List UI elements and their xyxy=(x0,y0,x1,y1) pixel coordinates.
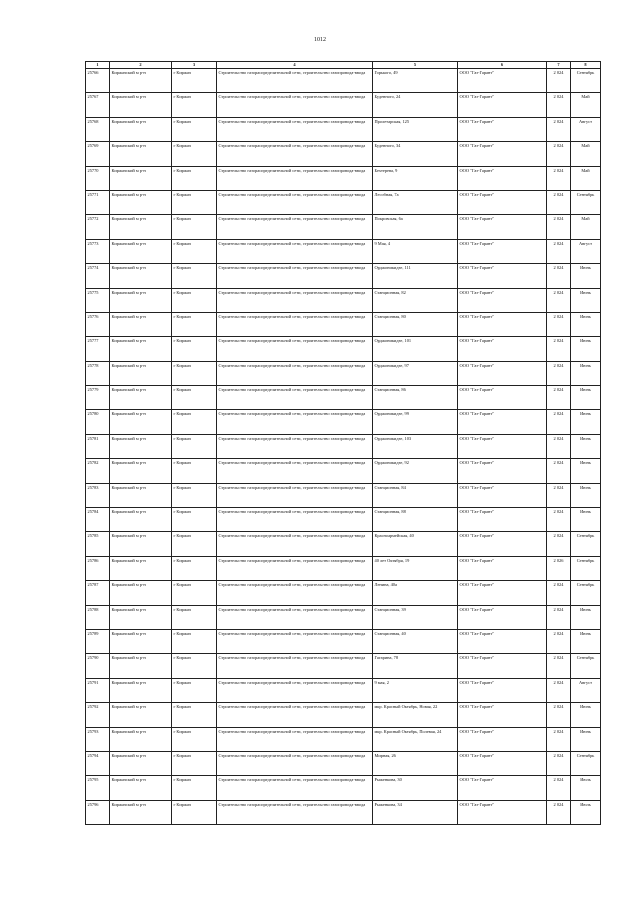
cell-work: Строительство газораспределительной сети, строительство газопровода-ввода xyxy=(217,166,373,190)
table-row xyxy=(86,117,601,141)
cell-address: Станционная, 40 xyxy=(373,629,458,653)
column-header-7: 7 xyxy=(547,62,571,69)
cell-town: г Киржач xyxy=(172,776,217,800)
cell-num: 25770 xyxy=(86,166,110,190)
cell-num: 25773 xyxy=(86,239,110,263)
cell-work: Строительство газораспределительной сети, строительство газопровода-ввода xyxy=(217,337,373,361)
cell-num: 25781 xyxy=(86,434,110,458)
cell-district: Киржачский м р-н xyxy=(110,556,172,580)
cell-district: Киржачский м р-н xyxy=(110,93,172,117)
cell-contractor: ООО "Газ-Гарант" xyxy=(458,166,547,190)
cell-num: 25788 xyxy=(86,605,110,629)
cell-work: Строительство газораспределительной сети, строительство газопровода-ввода xyxy=(217,288,373,312)
cell-work: Строительство газораспределительной сети, строительство газопровода-ввода xyxy=(217,581,373,605)
cell-year: 2 024 xyxy=(547,117,571,141)
cell-month: Июнь xyxy=(571,410,601,434)
cell-month: Сентябрь xyxy=(571,581,601,605)
cell-year: 2 024 xyxy=(547,69,571,93)
cell-num: 25789 xyxy=(86,629,110,653)
cell-town: г Киржач xyxy=(172,751,217,775)
cell-year: 2 024 xyxy=(547,532,571,556)
cell-num: 25787 xyxy=(86,581,110,605)
table-row xyxy=(86,727,601,751)
cell-num: 25775 xyxy=(86,288,110,312)
cell-month: Июнь xyxy=(571,629,601,653)
cell-contractor: ООО "Газ-Гарант" xyxy=(458,434,547,458)
cell-address: Гагарина, 78 xyxy=(373,654,458,678)
cell-address: Красноармейская, 40 xyxy=(373,532,458,556)
cell-year: 2 024 xyxy=(547,361,571,385)
column-header-6: 6 xyxy=(458,62,547,69)
cell-year: 2 024 xyxy=(547,751,571,775)
cell-address: Буденного, 24 xyxy=(373,93,458,117)
cell-month: Июнь xyxy=(571,434,601,458)
cell-num: 25779 xyxy=(86,386,110,410)
cell-num: 25774 xyxy=(86,264,110,288)
cell-town: г Киржач xyxy=(172,190,217,214)
table-row xyxy=(86,459,601,483)
cell-address: Буденного, 34 xyxy=(373,142,458,166)
cell-month: Сентябрь xyxy=(571,532,601,556)
cell-work: Строительство газораспределительной сети, строительство газопровода-ввода xyxy=(217,312,373,336)
cell-contractor: ООО "Газ-Гарант" xyxy=(458,190,547,214)
cell-address: Станционная, 84 xyxy=(373,483,458,507)
cell-year: 2 024 xyxy=(547,93,571,117)
cell-district: Киржачский м р-н xyxy=(110,410,172,434)
cell-work: Строительство газораспределительной сети, строительство газопровода-ввода xyxy=(217,776,373,800)
cell-work: Строительство газораспределительной сети, строительство газопровода-ввода xyxy=(217,678,373,702)
cell-district: Киржачский м р-н xyxy=(110,727,172,751)
cell-month: Август xyxy=(571,239,601,263)
cell-work: Строительство газораспределительной сети, строительство газопровода-ввода xyxy=(217,483,373,507)
cell-address: Орджоникидзе, 103 xyxy=(373,434,458,458)
cell-month: Август xyxy=(571,117,601,141)
cell-year: 2 024 xyxy=(547,654,571,678)
cell-year: 2 024 xyxy=(547,239,571,263)
cell-address: Станционная, 39 xyxy=(373,605,458,629)
cell-contractor: ООО "Газ-Гарант" xyxy=(458,508,547,532)
cell-town: г Киржач xyxy=(172,93,217,117)
cell-district: Киржачский м р-н xyxy=(110,776,172,800)
cell-num: 25796 xyxy=(86,800,110,824)
cell-work: Строительство газораспределительной сети, строительство газопровода-ввода xyxy=(217,751,373,775)
cell-month: Июнь xyxy=(571,264,601,288)
cell-month: Июнь xyxy=(571,337,601,361)
cell-month: Июнь xyxy=(571,312,601,336)
cell-town: г Киржач xyxy=(172,337,217,361)
cell-district: Киржачский м р-н xyxy=(110,361,172,385)
cell-town: г Киржач xyxy=(172,361,217,385)
table-row xyxy=(86,142,601,166)
cell-year: 2 024 xyxy=(547,605,571,629)
cell-town: г Киржач xyxy=(172,117,217,141)
cell-work: Строительство газораспределительной сети, строительство газопровода-ввода xyxy=(217,361,373,385)
cell-work: Строительство газораспределительной сети, строительство газопровода-ввода xyxy=(217,142,373,166)
cell-num: 25792 xyxy=(86,703,110,727)
cell-district: Киржачский м р-н xyxy=(110,508,172,532)
cell-year: 2 024 xyxy=(547,703,571,727)
cell-contractor: ООО "Газ-Гарант" xyxy=(458,386,547,410)
cell-district: Киржачский м р-н xyxy=(110,654,172,678)
cell-num: 25794 xyxy=(86,751,110,775)
cell-contractor: ООО "Газ-Гарант" xyxy=(458,264,547,288)
cell-town: г Киржач xyxy=(172,678,217,702)
cell-contractor: ООО "Газ-Гарант" xyxy=(458,337,547,361)
cell-contractor: ООО "Газ-Гарант" xyxy=(458,459,547,483)
cell-num: 25767 xyxy=(86,93,110,117)
cell-address: Бехтерева, 9 xyxy=(373,166,458,190)
table-row xyxy=(86,288,601,312)
cell-work: Строительство газораспределительной сети, строительство газопровода-ввода xyxy=(217,190,373,214)
cell-month: Июнь xyxy=(571,508,601,532)
table-row xyxy=(86,386,601,410)
cell-address: 9 Мая, 4 xyxy=(373,239,458,263)
table-row xyxy=(86,190,601,214)
cell-address: Горького, 49 xyxy=(373,69,458,93)
cell-num: 25786 xyxy=(86,556,110,580)
header-row xyxy=(86,62,601,69)
cell-month: Сентябрь xyxy=(571,190,601,214)
cell-address: 9 мая, 2 xyxy=(373,678,458,702)
cell-address: мкр. Красный Октябрь, Полевая, 24 xyxy=(373,727,458,751)
cell-work: Строительство газораспределительной сети, строительство газопровода-ввода xyxy=(217,605,373,629)
cell-district: Киржачский м р-н xyxy=(110,142,172,166)
cell-district: Киржачский м р-н xyxy=(110,800,172,824)
cell-town: г Киржач xyxy=(172,459,217,483)
table-row xyxy=(86,751,601,775)
cell-work: Строительство газораспределительной сети, строительство газопровода-ввода xyxy=(217,93,373,117)
cell-town: г Киржач xyxy=(172,556,217,580)
cell-district: Киржачский м р-н xyxy=(110,483,172,507)
cell-district: Киржачский м р-н xyxy=(110,312,172,336)
cell-town: г Киржач xyxy=(172,727,217,751)
cell-year: 2 024 xyxy=(547,288,571,312)
cell-year: 2 024 xyxy=(547,581,571,605)
table-row xyxy=(86,434,601,458)
cell-contractor: ООО "Газ-Гарант" xyxy=(458,800,547,824)
cell-district: Киржачский м р-н xyxy=(110,605,172,629)
table-row xyxy=(86,410,601,434)
cell-month: Июнь xyxy=(571,361,601,385)
table-row xyxy=(86,581,601,605)
cell-work: Строительство газораспределительной сети, строительство газопровода-ввода xyxy=(217,69,373,93)
cell-district: Киржачский м р-н xyxy=(110,288,172,312)
cell-town: г Киржач xyxy=(172,142,217,166)
cell-district: Киржачский м р-н xyxy=(110,751,172,775)
table-row xyxy=(86,483,601,507)
cell-month: Сентябрь xyxy=(571,69,601,93)
cell-work: Строительство газораспределительной сети, строительство газопровода-ввода xyxy=(217,264,373,288)
cell-contractor: ООО "Газ-Гарант" xyxy=(458,361,547,385)
cell-num: 25790 xyxy=(86,654,110,678)
cell-contractor: ООО "Газ-Гарант" xyxy=(458,776,547,800)
cell-contractor: ООО "Газ-Гарант" xyxy=(458,678,547,702)
cell-town: г Киржач xyxy=(172,605,217,629)
cell-year: 2 024 xyxy=(547,337,571,361)
cell-contractor: ООО "Газ-Гарант" xyxy=(458,703,547,727)
cell-district: Киржачский м р-н xyxy=(110,434,172,458)
cell-month: Июнь xyxy=(571,386,601,410)
cell-contractor: ООО "Газ-Гарант" xyxy=(458,556,547,580)
cell-town: г Киржач xyxy=(172,215,217,239)
cell-address: Рыженкова, 30 xyxy=(373,776,458,800)
cell-district: Киржачский м р-н xyxy=(110,190,172,214)
cell-district: Киржачский м р-н xyxy=(110,459,172,483)
cell-month: Май xyxy=(571,166,601,190)
cell-address: Орджоникидзе, 101 xyxy=(373,337,458,361)
column-header-1: 1 xyxy=(86,62,110,69)
cell-num: 25778 xyxy=(86,361,110,385)
cell-work: Строительство газораспределительной сети, строительство газопровода-ввода xyxy=(217,508,373,532)
table-row xyxy=(86,629,601,653)
cell-contractor: ООО "Газ-Гарант" xyxy=(458,142,547,166)
cell-town: г Киржач xyxy=(172,264,217,288)
cell-town: г Киржач xyxy=(172,532,217,556)
cell-year: 2 024 xyxy=(547,190,571,214)
cell-work: Строительство газораспределительной сети, строительство газопровода-ввода xyxy=(217,654,373,678)
cell-contractor: ООО "Газ-Гарант" xyxy=(458,629,547,653)
table-row xyxy=(86,508,601,532)
cell-address: Станционная, 82 xyxy=(373,288,458,312)
cell-work: Строительство газораспределительной сети, строительство газопровода-ввода xyxy=(217,215,373,239)
cell-year: 2 026 xyxy=(547,556,571,580)
cell-district: Киржачский м р-н xyxy=(110,69,172,93)
cell-contractor: ООО "Газ-Гарант" xyxy=(458,117,547,141)
table-row xyxy=(86,166,601,190)
column-header-8: 8 xyxy=(571,62,601,69)
cell-town: г Киржач xyxy=(172,800,217,824)
cell-address: Орджоникидзе, 92 xyxy=(373,459,458,483)
cell-district: Киржачский м р-н xyxy=(110,629,172,653)
cell-town: г Киржач xyxy=(172,654,217,678)
cell-address: Орджоникидзе, 111 xyxy=(373,264,458,288)
cell-contractor: ООО "Газ-Гарант" xyxy=(458,288,547,312)
cell-contractor: ООО "Газ-Гарант" xyxy=(458,410,547,434)
cell-work: Строительство газораспределительной сети, строительство газопровода-ввода xyxy=(217,556,373,580)
cell-town: г Киржач xyxy=(172,483,217,507)
table-row xyxy=(86,532,601,556)
cell-work: Строительство газораспределительной сети, строительство газопровода-ввода xyxy=(217,434,373,458)
cell-contractor: ООО "Газ-Гарант" xyxy=(458,581,547,605)
cell-month: Июнь xyxy=(571,605,601,629)
table-row xyxy=(86,800,601,824)
cell-num: 25784 xyxy=(86,508,110,532)
table-row xyxy=(86,605,601,629)
cell-year: 2 024 xyxy=(547,776,571,800)
cell-month: Сентябрь xyxy=(571,751,601,775)
cell-address: Станционная, 88 xyxy=(373,508,458,532)
cell-work: Строительство газораспределительной сети, строительство газопровода-ввода xyxy=(217,117,373,141)
cell-month: Июнь xyxy=(571,483,601,507)
cell-district: Киржачский м р-н xyxy=(110,264,172,288)
cell-town: г Киржач xyxy=(172,386,217,410)
cell-work: Строительство газораспределительной сети, строительство газопровода-ввода xyxy=(217,629,373,653)
cell-town: г Киржач xyxy=(172,312,217,336)
cell-address: 40 лет Октября, 19 xyxy=(373,556,458,580)
cell-num: 25766 xyxy=(86,69,110,93)
cell-contractor: ООО "Газ-Гарант" xyxy=(458,727,547,751)
cell-month: Май xyxy=(571,142,601,166)
cell-district: Киржачский м р-н xyxy=(110,532,172,556)
cell-contractor: ООО "Газ-Гарант" xyxy=(458,69,547,93)
cell-address: Покровская, 6а xyxy=(373,215,458,239)
cell-year: 2 024 xyxy=(547,410,571,434)
cell-contractor: ООО "Газ-Гарант" xyxy=(458,239,547,263)
cell-contractor: ООО "Газ-Гарант" xyxy=(458,654,547,678)
column-header-3: 3 xyxy=(172,62,217,69)
cell-town: г Киржач xyxy=(172,288,217,312)
table-row xyxy=(86,361,601,385)
cell-contractor: ООО "Газ-Гарант" xyxy=(458,93,547,117)
cell-work: Строительство газораспределительной сети, строительство газопровода-ввода xyxy=(217,727,373,751)
cell-num: 25791 xyxy=(86,678,110,702)
cell-town: г Киржач xyxy=(172,410,217,434)
table-header xyxy=(86,62,601,69)
cell-address: Орджоникидзе, 99 xyxy=(373,410,458,434)
cell-address: мкр. Красный Октябрь, Новая, 22 xyxy=(373,703,458,727)
cell-num: 25772 xyxy=(86,215,110,239)
table-row xyxy=(86,264,601,288)
cell-address: Лесобная, 7а xyxy=(373,190,458,214)
cell-contractor: ООО "Газ-Гарант" xyxy=(458,751,547,775)
cell-year: 2 024 xyxy=(547,483,571,507)
cell-town: г Киржач xyxy=(172,581,217,605)
cell-num: 25783 xyxy=(86,483,110,507)
cell-contractor: ООО "Газ-Гарант" xyxy=(458,215,547,239)
cell-town: г Киржач xyxy=(172,703,217,727)
column-header-2: 2 xyxy=(110,62,172,69)
cell-contractor: ООО "Газ-Гарант" xyxy=(458,312,547,336)
cell-address: Ленина, 40а xyxy=(373,581,458,605)
table-body xyxy=(86,69,601,825)
page-number: 1012 xyxy=(314,37,326,43)
cell-town: г Киржач xyxy=(172,629,217,653)
cell-year: 2 024 xyxy=(547,166,571,190)
cell-num: 25785 xyxy=(86,532,110,556)
table-row xyxy=(86,69,601,93)
table-row xyxy=(86,93,601,117)
cell-contractor: ООО "Газ-Гарант" xyxy=(458,532,547,556)
cell-work: Строительство газораспределительной сети, строительство газопровода-ввода xyxy=(217,703,373,727)
cell-month: Июль xyxy=(571,776,601,800)
cell-year: 2 024 xyxy=(547,312,571,336)
cell-work: Строительство газораспределительной сети, строительство газопровода-ввода xyxy=(217,410,373,434)
cell-num: 25782 xyxy=(86,459,110,483)
cell-work: Строительство газораспределительной сети, строительство газопровода-ввода xyxy=(217,459,373,483)
cell-num: 25768 xyxy=(86,117,110,141)
cell-year: 2 024 xyxy=(547,629,571,653)
cell-year: 2 024 xyxy=(547,264,571,288)
cell-month: Сентябрь xyxy=(571,654,601,678)
cell-district: Киржачский м р-н xyxy=(110,337,172,361)
cell-town: г Киржач xyxy=(172,508,217,532)
cell-town: г Киржач xyxy=(172,69,217,93)
cell-work: Строительство газораспределительной сети, строительство газопровода-ввода xyxy=(217,532,373,556)
cell-address: Станционная, 80 xyxy=(373,312,458,336)
cell-num: 25776 xyxy=(86,312,110,336)
cell-district: Киржачский м р-н xyxy=(110,239,172,263)
cell-year: 2 024 xyxy=(547,434,571,458)
cell-town: г Киржач xyxy=(172,166,217,190)
cell-address: Мирная, 26 xyxy=(373,751,458,775)
cell-town: г Киржач xyxy=(172,239,217,263)
cell-year: 2 024 xyxy=(547,727,571,751)
table-row xyxy=(86,776,601,800)
cell-month: Август xyxy=(571,678,601,702)
cell-work: Строительство газораспределительной сети, строительство газопровода-ввода xyxy=(217,386,373,410)
table-row xyxy=(86,312,601,336)
cell-year: 2 024 xyxy=(547,508,571,532)
cell-num: 25771 xyxy=(86,190,110,214)
cell-month: Май xyxy=(571,215,601,239)
cell-year: 2 024 xyxy=(547,459,571,483)
cell-contractor: ООО "Газ-Гарант" xyxy=(458,483,547,507)
cell-address: Орджоникидзе, 97 xyxy=(373,361,458,385)
data-table xyxy=(85,61,601,825)
cell-address: Станционная, 86 xyxy=(373,386,458,410)
table-row xyxy=(86,703,601,727)
cell-work: Строительство газораспределительной сети, строительство газопровода-ввода xyxy=(217,239,373,263)
cell-district: Киржачский м р-н xyxy=(110,386,172,410)
table-row xyxy=(86,239,601,263)
column-header-5: 5 xyxy=(373,62,458,69)
cell-work: Строительство газораспределительной сети, строительство газопровода-ввода xyxy=(217,800,373,824)
cell-address: Рыженкова, 34 xyxy=(373,800,458,824)
cell-month: Июнь xyxy=(571,727,601,751)
cell-year: 2 024 xyxy=(547,800,571,824)
cell-month: Май xyxy=(571,93,601,117)
table-row xyxy=(86,337,601,361)
cell-month: Июнь xyxy=(571,288,601,312)
cell-year: 2 024 xyxy=(547,215,571,239)
cell-district: Киржачский м р-н xyxy=(110,581,172,605)
cell-town: г Киржач xyxy=(172,434,217,458)
cell-district: Киржачский м р-н xyxy=(110,166,172,190)
cell-num: 25780 xyxy=(86,410,110,434)
cell-district: Киржачский м р-н xyxy=(110,678,172,702)
cell-num: 25793 xyxy=(86,727,110,751)
table-row xyxy=(86,678,601,702)
cell-contractor: ООО "Газ-Гарант" xyxy=(458,605,547,629)
cell-district: Киржачский м р-н xyxy=(110,117,172,141)
cell-year: 2 024 xyxy=(547,678,571,702)
cell-district: Киржачский м р-н xyxy=(110,215,172,239)
cell-district: Киржачский м р-н xyxy=(110,703,172,727)
column-header-4: 4 xyxy=(217,62,373,69)
table-row xyxy=(86,556,601,580)
cell-num: 25795 xyxy=(86,776,110,800)
cell-month: Июнь xyxy=(571,459,601,483)
cell-num: 25769 xyxy=(86,142,110,166)
cell-year: 2 024 xyxy=(547,386,571,410)
cell-month: Июль xyxy=(571,800,601,824)
cell-year: 2 024 xyxy=(547,142,571,166)
cell-num: 25777 xyxy=(86,337,110,361)
cell-address: Пролетарская, 125 xyxy=(373,117,458,141)
table-row xyxy=(86,654,601,678)
table-row xyxy=(86,215,601,239)
cell-month: Июнь xyxy=(571,703,601,727)
cell-month: Сентябрь xyxy=(571,556,601,580)
